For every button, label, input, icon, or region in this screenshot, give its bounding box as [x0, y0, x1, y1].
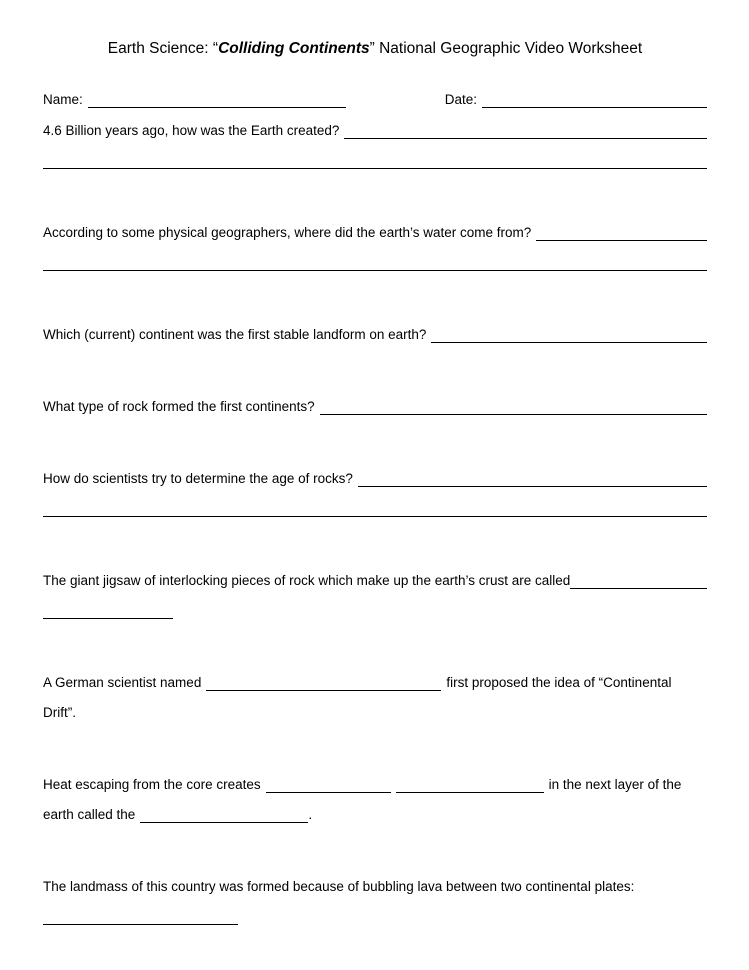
- question-row: [43, 385, 707, 415]
- question-text: According to some physical geographers, where did the earth’s water come from?: [43, 225, 532, 241]
- question-text: The landmass of this country was formed because of bubbling lava between two continental plates:: [43, 879, 635, 895]
- question-row: [43, 589, 707, 619]
- answer-line: [344, 123, 707, 139]
- question-text: Which (current) continent was the first stable landform on earth?: [43, 327, 427, 343]
- answer-line: [570, 573, 707, 589]
- question-row: [43, 865, 707, 895]
- answer-line: [43, 501, 707, 517]
- question-row: [43, 487, 707, 517]
- question-block: [43, 763, 707, 823]
- question-text: 4.6 Billion years ago, how was the Earth created?: [43, 123, 340, 139]
- question-block: [43, 457, 707, 517]
- question-text: in the next layer of the: [548, 777, 682, 793]
- question-row: [43, 559, 707, 589]
- name-group: [43, 92, 346, 108]
- answer-line: [396, 777, 544, 793]
- answer-line: [266, 777, 391, 793]
- answer-line: [320, 399, 707, 415]
- answer-line: [431, 327, 707, 343]
- question-text: Drift”.: [43, 705, 76, 721]
- answer-line: [206, 675, 441, 691]
- question-text: What type of rock formed the first continents?: [43, 399, 315, 415]
- question-block: [43, 109, 707, 169]
- question-text: The giant jigsaw of interlocking pieces of rock which make up the earth’s crust are called: [43, 573, 571, 589]
- question-block: [43, 865, 707, 925]
- worksheet-title: [43, 40, 707, 58]
- question-row: [43, 313, 707, 343]
- question-row: [43, 691, 707, 721]
- date-label: Date:: [444, 92, 477, 108]
- question-row: [43, 457, 707, 487]
- answer-line: [43, 255, 707, 271]
- question-text: How do scientists try to determine the age of rocks?: [43, 471, 353, 487]
- question-block: [43, 559, 707, 619]
- question-row: [43, 763, 707, 793]
- answer-line: [43, 909, 238, 925]
- question-text: Heat escaping from the core creates: [43, 777, 261, 793]
- answer-line: [43, 153, 707, 169]
- questions-list: [43, 109, 707, 925]
- question-row: [43, 211, 707, 241]
- question-text: A German scientist named: [43, 675, 202, 691]
- question-block: [43, 313, 707, 343]
- question-row: [43, 241, 707, 271]
- date-line: [482, 92, 707, 108]
- question-text: first proposed the idea of “Continental: [446, 675, 672, 691]
- question-block: [43, 385, 707, 415]
- name-label: Name:: [43, 92, 83, 108]
- answer-line: [43, 603, 173, 619]
- answer-line: [358, 471, 707, 487]
- question-row: [43, 793, 707, 823]
- question-block: [43, 661, 707, 721]
- answer-line: [536, 225, 707, 241]
- question-row: [43, 661, 707, 691]
- name-line: [88, 92, 346, 108]
- date-group: [445, 92, 707, 108]
- question-row: [43, 139, 707, 169]
- question-row: [43, 109, 707, 139]
- name-date-row: [43, 88, 707, 108]
- title-suffix: ” National Geographic Video Worksheet: [369, 40, 643, 57]
- title-emphasis: Colliding Continents: [218, 40, 370, 57]
- title-prefix: Earth Science: “: [107, 40, 219, 57]
- question-block: [43, 211, 707, 271]
- question-row: [43, 895, 707, 925]
- answer-line: [140, 807, 308, 823]
- question-text: earth called the: [43, 807, 136, 823]
- question-text: .: [308, 807, 313, 823]
